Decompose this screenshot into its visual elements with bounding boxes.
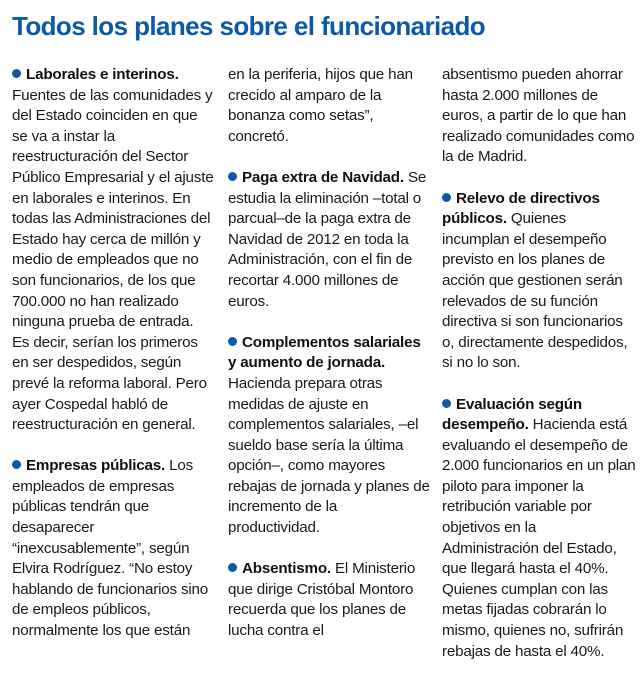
bullet-icon bbox=[228, 172, 237, 181]
section-relevo bbox=[442, 189, 636, 374]
headline: Todos los planes sobre el funcionariado bbox=[12, 11, 486, 41]
bullet-icon bbox=[12, 69, 21, 78]
section-absentismo bbox=[228, 559, 432, 641]
section-absentismo-continued bbox=[442, 65, 636, 168]
section-title: Absentismo. bbox=[242, 560, 331, 578]
section-title: Relevo de directivos públicos. bbox=[442, 189, 600, 228]
section-body: Quienes incumplan el desempeño previsto en los planes de acción que gestionen serán relevados de su función directiva si son funcionarios o, directamente despedidos, si no lo son. bbox=[442, 210, 628, 372]
section-title: Paga extra de Navidad. bbox=[242, 168, 404, 186]
column-1 bbox=[12, 65, 214, 662]
section-complementos bbox=[228, 333, 432, 539]
section-title: Laborales e interinos. bbox=[26, 66, 179, 83]
section-empresas-continued bbox=[228, 65, 432, 147]
bullet-icon bbox=[12, 460, 21, 469]
column-3 bbox=[442, 65, 636, 683]
section-body: Fuentes de las comunidades y del Estado coinciden en que se va a instar la reestructuración del Sector Público Empresarial y el ajuste en laborales e interinos. En todas las Administraciones del Estado hay cerca de millón y medio de empleados que no son funcionarios, de los que 700.000 no han realizado ninguna prueba de entrada. Es decir, serían los primeros en ser despedidos, según prevé la reforma laboral. Pero ayer Cospedal habló de reestructuración en general. bbox=[12, 86, 214, 434]
section-evaluacion bbox=[442, 395, 636, 663]
bullet-icon bbox=[228, 563, 237, 572]
section-body: Los empleados de empresas públicas tendrán que desaparecer “inexcusablemente”, según Elvira Rodríguez. “No estoy hablando de funcionarios sino de empleos públicos, normalmente los que están bbox=[12, 457, 209, 640]
section-empresas bbox=[12, 456, 214, 641]
section-body: Hacienda está evaluando el desempeño de 2.000 funcionarios en un plan piloto para imponer la retribución variable por objetivos en la Administración del Estado, que llegará hasta el 40%. Quienes cumplan con las metas fijadas cobrarán lo mismo, quienes no, sufrirán rebajas de hasta el 40%. bbox=[442, 416, 636, 660]
section-body-continued: absentismo pueden ahorrar hasta 2.000 millones de euros, a partir de lo que han realizado comunidades como la de Madrid. bbox=[442, 66, 635, 166]
bullet-icon bbox=[442, 193, 451, 202]
section-laborales bbox=[12, 65, 214, 436]
section-body: Hacienda prepara otras medidas de ajuste en complementos salariales, –el sueldo base sería la última opción–, como mayores rebajas de jornada y planes de incremento de la productividad. bbox=[228, 374, 430, 537]
bullet-icon bbox=[442, 399, 451, 408]
section-title: Evaluación según desempeño. bbox=[442, 395, 582, 434]
column-2 bbox=[228, 65, 432, 662]
section-body: El Ministerio que dirige Cristóbal Montoro recuerda que los planes de lucha contra el bbox=[228, 560, 416, 640]
section-title: Complementos salariales y aumento de jornada. bbox=[228, 333, 421, 372]
section-body-continued: en la periferia, hijos que han crecido al amparo de la bonanza como setas”, concretó. bbox=[228, 66, 413, 145]
section-paga bbox=[228, 168, 432, 312]
bullet-icon bbox=[228, 337, 237, 346]
section-title: Empresas públicas. bbox=[26, 457, 166, 475]
section-body: Se estudia la eliminación –total o parcual–de la paga extra de Navidad de 2012 en toda la Administración, con el fin de recortar 4.000 millones de euros. bbox=[228, 168, 427, 310]
